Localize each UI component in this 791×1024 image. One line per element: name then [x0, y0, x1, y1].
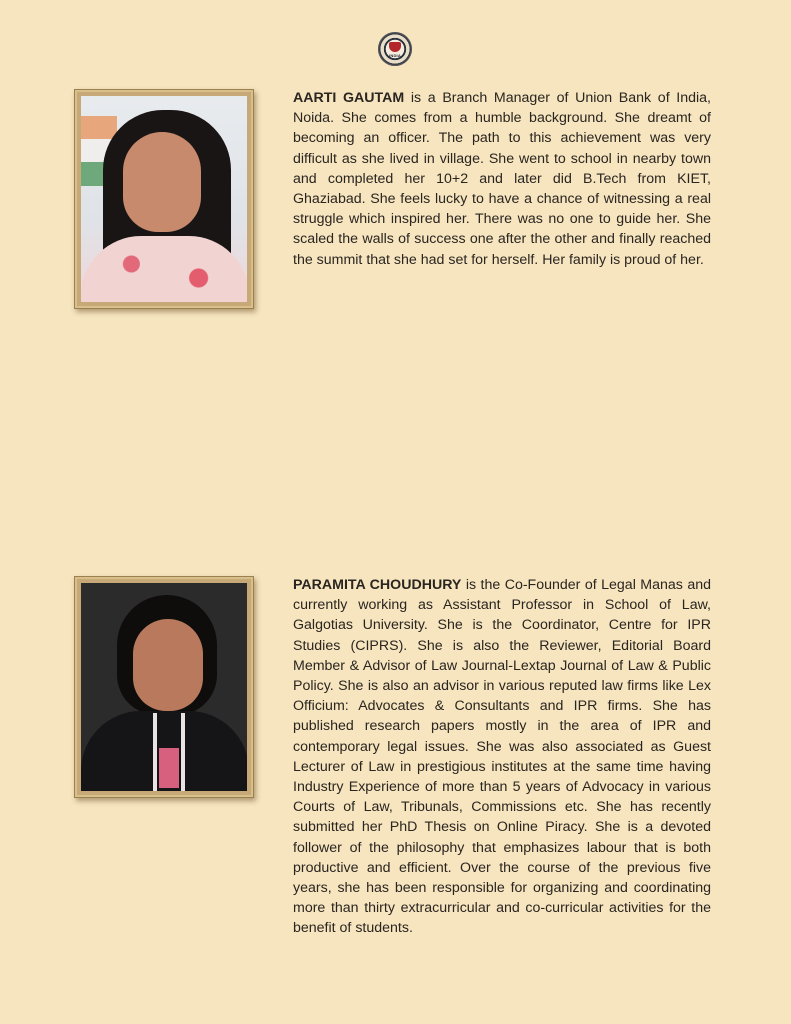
- profile-bio-1: [293, 88, 711, 270]
- profile-photo-frame-2: [74, 576, 254, 798]
- profile-photo-2: [81, 583, 247, 791]
- face-shape: [123, 132, 201, 232]
- profile-text-2: is the Co-Founder of Legal Manas and currently working as Assistant Professor in School of Law, Galgotias University. She is the Coordinator, Centre for IPR Studies (CIPRS). She is also the Reviewer, Editorial Board Member & Advisor of Law Journal-Lextap Journal of Law & Public Policy. She is also an advisor in various reputed law firms like Lex Officium: Advocates & Consultants and IPR firms. She has published research papers mostly in the area of IPR and contemporary legal issues. She was also associated as Guest Lecturer of Law in prestigious institutes at the same time having Industry Experience of more than 5 years of Advocacy in various Courts of Law, Tribunals, Commissions etc. She has recently submitted her PhD Thesis on Online Piracy. She is a devoted follower of the philosophy that emphasizes labour that is both productive and efficient. Over the course of the previous five years, she has been responsible for organizing and coordinating more than thirty extracurricular and co-curricular activities for the benefit of students.: [293, 577, 711, 937]
- emblem-shield-icon: [389, 42, 401, 52]
- profile-photo-1: [81, 96, 247, 302]
- clothing-shape: [81, 236, 247, 302]
- profile-text-1: is a Branch Manager of Union Bank of India, Noida. She comes from a humble background. She dreamt of becoming an officer. The path to this achievement was very difficult as she lived in village. She went to school in nearby town and completed her 10+2 and later did B.Tech from KIET, Ghaziabad. She feels lucky to have a chance of witnessing a real struggle which inspired her. There was no one to guide her. She scaled the walls of success one after the other and finally reached the summit that she had set for herself. Her family is proud of her.: [293, 90, 711, 268]
- profile-name-2: PARAMITA CHOUDHURY: [293, 577, 462, 593]
- face-shape: [133, 619, 203, 711]
- profile-photo-frame-1: [74, 89, 254, 309]
- emblem-text: INDIA: [389, 53, 401, 58]
- emblem-logo: [378, 32, 412, 66]
- top-shape: [159, 748, 179, 788]
- profile-bio-2: [293, 575, 711, 939]
- profile-name-1: AARTI GAUTAM: [293, 90, 405, 106]
